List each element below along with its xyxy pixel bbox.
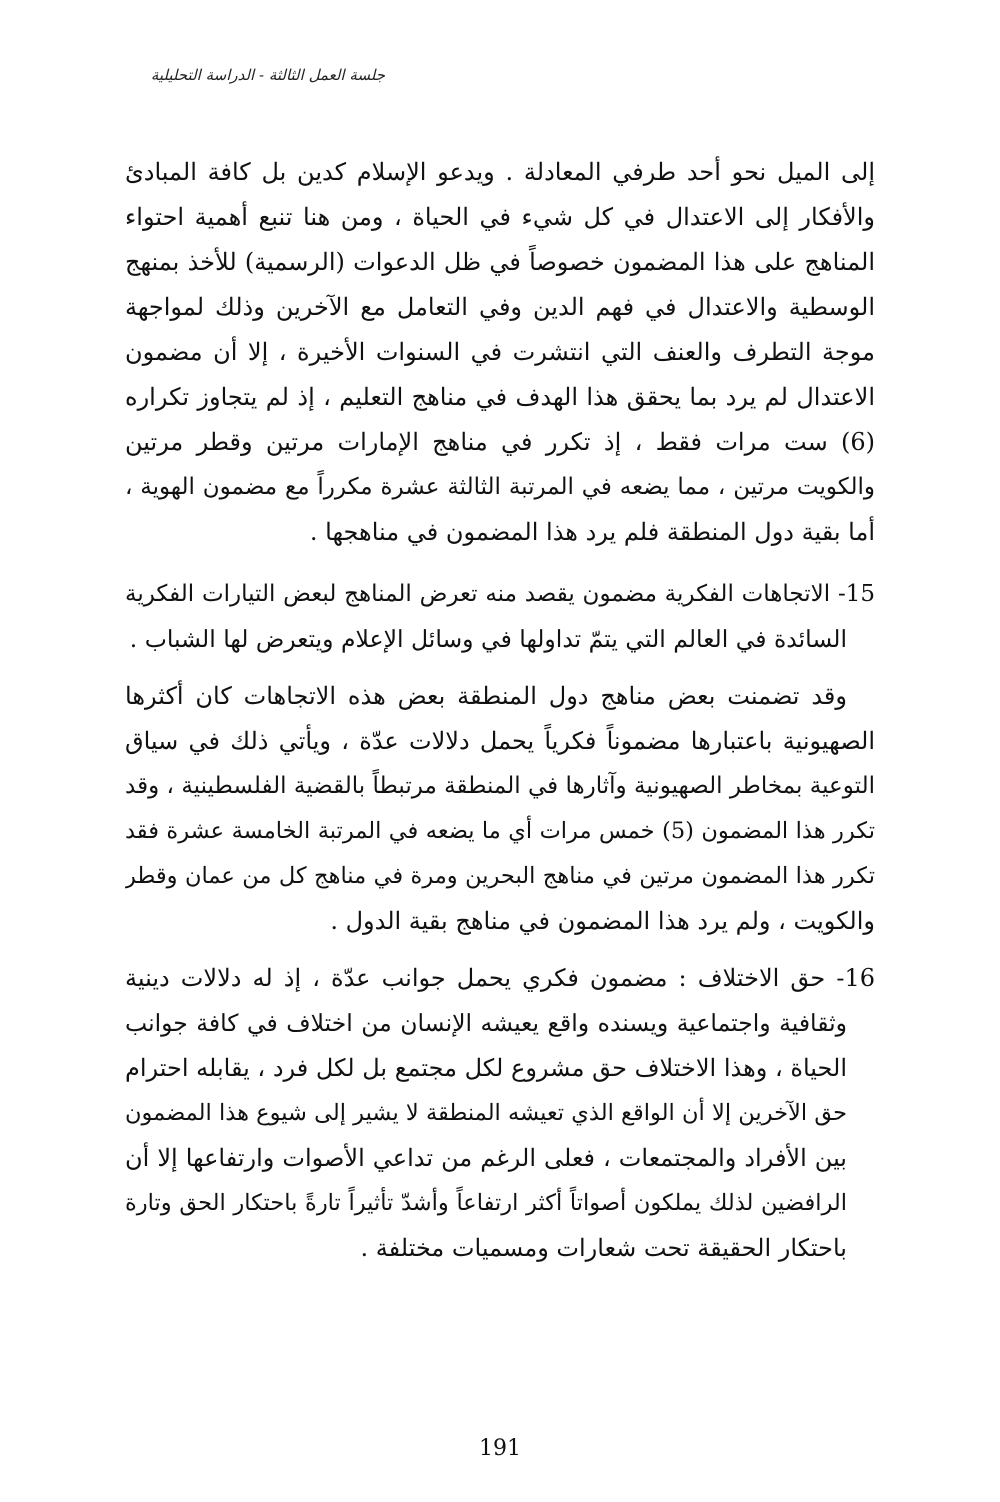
text-line: والكويت ، ولم يرد هذا المضمون في مناهج بقية الدول .	[330, 907, 875, 935]
page-body	[125, 150, 875, 1271]
text-line: الصهيونية باعتبارها مضموناً فكرياً يحمل دلالات عدّة ، ويأتي ذلك في سياق	[125, 727, 875, 755]
text-line: الحياة ، وهذا الاختلاف حق مشروع لكل مجتمع بل لكل فرد ، يقابله احترام	[125, 1054, 847, 1082]
page-number: 191	[479, 1436, 521, 1461]
text-line: حق الآخرين إلا أن الواقع الذي تعيشه المنطقة لا يشير إلى شيوع هذا المضمون	[125, 1100, 847, 1126]
numbered-heading-line: 16- حق الاختلاف : مضمون فكري يحمل جوانب عدّة ، إذ له دلالات دينية	[125, 964, 875, 992]
text-line: التوعية بمخاطر الصهيونية وآثارها في المنطقة مرتبطاً بالقضية الفلسطينية ، وقد	[125, 773, 875, 799]
text-line: وثقافية واجتماعية ويسنده واقع يعيشه الإنسان من اختلاف في كافة جوانب	[125, 1009, 847, 1037]
text-line: الاعتدال لم يرد بما يحقق هذا الهدف في مناهج التعليم ، إذ لم يتجاوز تكراره	[125, 383, 875, 411]
text-line: السائدة في العالم التي يتمّ تداولها في وسائل الإعلام ويتعرض لها الشباب .	[129, 625, 847, 653]
text-line: والكويت مرتين ، مما يضعه في المرتبة الثالثة عشرة مكرراً مع مضمون الهوية ،	[125, 474, 875, 500]
text-line: تكرر هذا المضمون (5) خمس مرات أي ما يضعه في المرتبة الخامسة عشرة فقد	[125, 818, 875, 844]
text-line: تكرر هذا المضمون مرتين في مناهج البحرين ومرة في مناهج كل من عمان وقطر	[125, 863, 875, 889]
paragraph-zionism	[125, 674, 875, 944]
paragraph-moderation	[125, 150, 875, 555]
text-line: المناهج على هذا المضمون خصوصاً في ظل الدعوات (الرسمية) للأخذ بمنهج	[125, 248, 875, 276]
item-16-right-to-differ	[125, 956, 875, 1271]
text-line: أما بقية دول المنطقة فلم يرد هذا المضمون في مناهجها .	[309, 518, 875, 546]
text-line: والأفكار إلى الاعتدال في كل شيء في الحياة ، ومن هنا تنبع أهمية احتواء	[125, 203, 875, 231]
text-line: وقد تضمنت بعض مناهج دول المنطقة بعض هذه الاتجاهات كان أكثرها	[125, 682, 847, 710]
text-line: الرافضين لذلك يملكون أصواتاً أكثر ارتفاعاً وأشدّ تأثيراً تارةً باحتكار الحق وتارة	[125, 1190, 847, 1216]
text-line: إلى الميل نحو أحد طرفي المعادلة . ويدعو الإسلام كدين بل كافة المبادئ	[125, 158, 875, 186]
numbered-heading-line: 15- الاتجاهات الفكرية مضمون يقصد منه تعرض المناهج لبعض التيارات الفكرية	[125, 581, 875, 607]
text-line: موجة التطرف والعنف التي انتشرت في السنوات الأخيرة ، إلا أن مضمون	[125, 338, 875, 366]
item-15-intellectual-trends	[125, 572, 875, 662]
text-line: (6) ست مرات فقط ، إذ تكرر في مناهج الإمارات مرتين وقطر مرتين	[125, 428, 875, 456]
text-line: الوسطية والاعتدال في فهم الدين وفي التعامل مع الآخرين وذلك لمواجهة	[125, 293, 875, 321]
text-line: بين الأفراد والمجتمعات ، فعلى الرغم من تداعي الأصوات وارتفاعها إلا أن	[125, 1144, 847, 1172]
running-header: جلسة العمل الثالثة - الدراسة التحليلية	[150, 66, 385, 84]
text-line: باحتكار الحقيقة تحت شعارات ومسميات مختلفة .	[360, 1234, 847, 1262]
